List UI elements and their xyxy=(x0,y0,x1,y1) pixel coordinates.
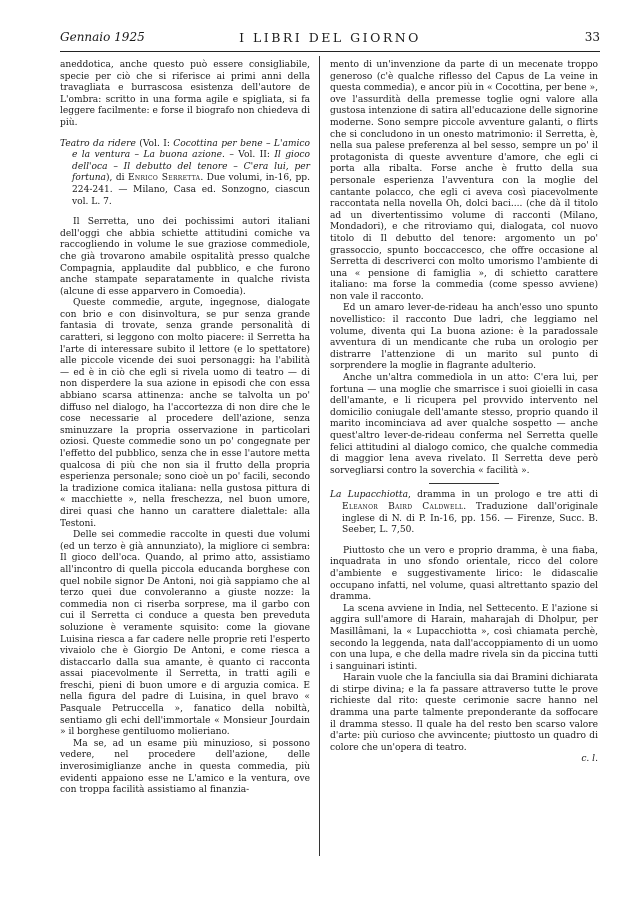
book-details: . Due volumi, in-16, pp. 224-241. — Milano, Casa ed. Sonzogno, ciascun vol. L. 7. xyxy=(72,173,310,207)
page-number: 33 xyxy=(584,30,600,44)
header-title: I LIBRI DEL GIORNO xyxy=(239,30,421,45)
vol2-lead: – Vol. II: xyxy=(229,150,270,161)
author-pre: ), di xyxy=(105,173,125,184)
review-paragraph: Queste commedie, argute, ingegnose, dialogate con brio e con disinvoltura, se pur senza grande fantasia di trovate, senza grande personalità di caratteri, si leggono con molto piacere: il Serretta ha l'arte di interessare subito il lettore (e lo spettatore) alle piccole vicende dei suoi personaggi: ha l'abilità — ed è in ciò che egli si rivela uomo di teatro — di non disperdere la sua azione in episodi che con essa abbiano scarsa attinenza: anche se talvolta un po' diffuso nel dialogo, ha l'accortezza di non dire che le cose necessarie al procedere dell'azione, senza sminuzzare la propria osservazione in particolari oziosi. Queste commedie sono un po' congegnate per l'effetto del pubblico, senza che in esse l'autore metta qualcosa di più che non sia il frutto della propria esperienza personale; sono cioè un po' facili, secondo la tradizione comica italiana: nella gustosa pittura di « macchiette », nella freschezza, nel buon umore, direi quasi che hanno un carattere dialettale: alla Testoni. xyxy=(60,298,310,529)
vol1-lead: (Vol. I: xyxy=(139,138,170,149)
review-paragraph: Harain vuole che la fanciulla sia dai Bramini dichiarata di stirpe divina; e la fa passare attraverso tutte le prove richieste dal rito: queste cerimonie sacre hanno nel dramma una parte talmente preponderante da soffocare il dramma stesso. Il quale ha del resto ben scarso valore d'arte: più curioso che avvincente; piuttosto un quadro di colore che un'opera di teatro. xyxy=(330,673,598,753)
reviewer-signature: c. l. xyxy=(581,754,598,765)
right-column xyxy=(330,60,598,766)
book-author: Enrico Serretta xyxy=(127,173,201,184)
vol1-works: Cocottina per bene – L'amico e la ventura – La buona azione. xyxy=(72,138,310,161)
book-details: . Traduzione dall'originale inglese di N. di P. In-16, pp. 156. — Firenze, Succ. B. Seeber, L. 7,50. xyxy=(342,501,598,536)
review-heading-teatro xyxy=(60,138,310,209)
header-rule xyxy=(60,51,600,52)
book-title: La Lupacchiotta xyxy=(330,490,408,501)
book-description: , dramma in un prologo e tre atti di xyxy=(408,490,598,501)
book-author: Eleanor Baird Caldwell xyxy=(342,501,464,512)
vol2-works: Il gioco dell'oca – Il debutto del tenore – C'era lui, per fortuna xyxy=(72,150,310,184)
review-heading-lupacchiotta xyxy=(330,490,598,536)
review-paragraph: Il Serretta, uno dei pochissimi autori italiani dell'oggi che abbia schiette attitudini comiche va raccogliendo in volume le sue graziose commediole, che già trovarono amabile ospitalità presso qualche Compagnia, applaudite dal pubblico, e che furono anche stampate separatamente in qualche rivista (alcune di esse apparvero in Comoedia). xyxy=(60,217,310,297)
column-separator xyxy=(319,56,320,856)
section-divider xyxy=(429,483,499,484)
left-column xyxy=(60,60,310,797)
intro-paragraph: aneddotica, anche questo può essere consigliabile, specie per ciò che si riferisce ai primi anni della travagliata e burrascosa esistenza dell'autore de L'ombra: scritto in una forma agile e spigliata, si fa leggere facilmente: e forse il biografo non chiedeva di più. xyxy=(60,60,310,128)
review-paragraph: Ed un amaro lever-de-rideau ha anch'esso uno spunto novellistico: il racconto Due ladri, che leggiamo nel volume, diventa qui La buona azione: è la paradossale avventura di un mendicante che ruba un orologio per distrarre l'attenzione di un marito sul punto di sorprendere la moglie in flagrante adulterio. xyxy=(330,303,598,372)
review-paragraph: La scena avviene in India, nel Settecento. E l'azione si aggira sull'amore di Harain, maharajah di Dholpur, per Masillâmani, la « Lupacchiotta », così chiamata perchè, secondo la leggenda, nata dall'accoppiamento di un uomo con una lupa, e che della madre rivela sin da piccina tutti i sanguinari istinti. xyxy=(330,603,598,672)
review-paragraph: mento di un'invenzione da parte di un mecenate troppo generoso (c'è qualche riflesso del Capus de La veine in questa commedia), e ancor più in « Cocottina, per bene », ove l'assurdità della premesse toglie ogni valore alla gustosa intenzione di satira all'educazione delle signorine moderne. Sono sempre piccole avventure galanti, o flirts che si concludono in un onesto matrimonio: il Serretta, è, nella sua palese preferenza al bel sesso, sempre un po' il protagonista di queste avventure d'amore, che egli ci porta alla ribalta. Forse anche è frutto della sua personale esperienza l'avventura con la moglie del cantante polacco, che egli ci aveva così piacevolmente raccontata nella novella Oh, dolci baci.... (che dà il titolo ad un divertentissimo volume di racconti (Milano, Mondadori), e che ritroviamo qui, dialogata, col nuovo titolo di Il debutto del tenore: argomento un po' grassoccio, spunto boccaccesco, che offre occasione al Serretta di descriverci con molto umorismo l'ambiente di una « pensione di famiglia », di schietto carattere italiano: ma forse la commedia (come spesso avviene) non vale il racconto. xyxy=(330,60,598,302)
review-paragraph: Piuttosto che un vero e proprio dramma, è una fiaba, inquadrata in uno sfondo orientale, ricco del colore d'ambiente e suggestivamente lirico: le didascalie occupano infatti, nel volume, quasi altrettanto spazio del dramma. xyxy=(330,545,598,603)
review-paragraph: Anche un'altra commediola in un atto: C'era lui, per fortuna — una moglie che smarrisce i suoi gioielli in casa dell'amante, e li ricupera pel provvido intervento nel domicilio coniugale dell'amante stesso, proprio quando il marito incominciava ad aver qualche sospetto — anche quest'altro lever-de-rideau conferma nel Serretta quelle felici attitudini al dialogo comico, che qualche commedia di maggior lena aveva rivelato. Il Serretta deve però sorvegliarsi contro la soverchia « facilità ». xyxy=(330,373,598,476)
book-title: Teatro da ridere xyxy=(60,138,136,149)
review-paragraph: Delle sei commedie raccolte in questi due volumi (ed un terzo è già annunziato), la migliore ci sembra: Il gioco dell'oca. Quando, al primo atto, assistiamo all'incontro di quella piccola educanda borghese con quel nobile signor De Antoni, noi già sappiamo che al terzo quei due convoleranno a giuste nozze: la commedia non ci riserba sorprese, ma il garbo con cui il Serretta ci conduce a questa ben preveduta soluzione è veramente squisito: come la giovane Luisina riesca a far cadere nelle proprie reti l'esperto vivaiolo che è Giorgio De Antoni, e come riesca a distaccarlo dalla sua amante, è quanto ci racconta assai piacevolmente il Serretta, in tratti agili e freschi, pieni di buon umore e di arguzia comica. E nella figura del padre di Luisina, in quel bravo « Pasquale Petruccella », fanatico della nobiltà, sentiamo gli echi dell'immortale « Monsieur Jourdain » il borghese gentiluomo molieriano. xyxy=(60,530,310,738)
review-paragraph: Ma se, ad un esame più minuzioso, si possono vedere, nel procedere dell'azione, delle inverosimiglianze anche in questa commedia, più evidenti appaiono esse ne L'amico e la ventura, ove con troppa facilità assistiamo al finanzia- xyxy=(60,738,310,796)
running-header xyxy=(60,30,600,48)
header-date: Gennaio 1925 xyxy=(60,30,145,44)
